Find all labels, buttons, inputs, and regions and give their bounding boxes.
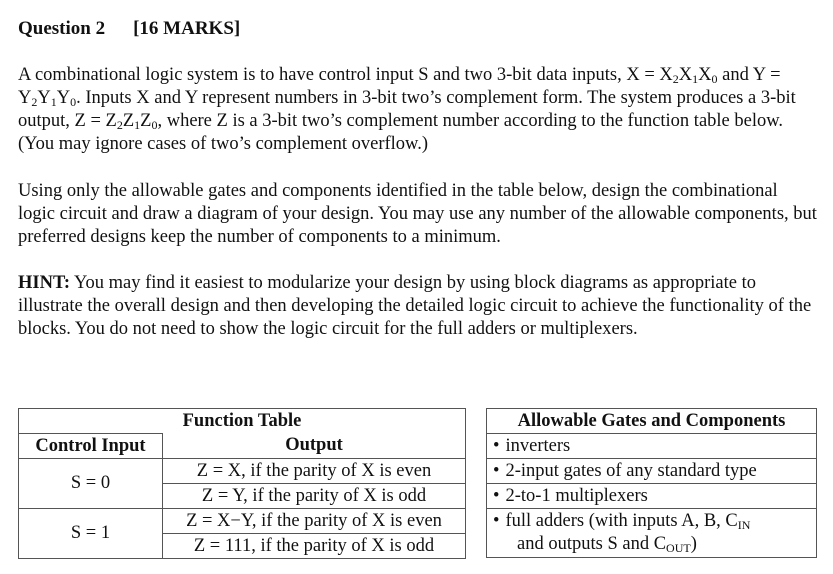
text-run: ) — [690, 534, 697, 554]
control-value-s0: S = 0 — [19, 459, 163, 509]
design-instructions-paragraph: Using only the allowable gates and components identified in the table below, design the combinational logic circuit and draw a diagram of your design. You may use any number of the allowable components, but preferred designs keep the number of components to a minimum. — [18, 181, 817, 247]
bullet-icon: • — [493, 485, 500, 506]
text-run: Z — [122, 111, 135, 131]
subscript: IN — [737, 518, 751, 532]
subscript: 1 — [134, 118, 141, 132]
text-run: A combinational logic system is to have control input S and two 3-bit data inputs, X = X — [18, 65, 673, 85]
function-table-title: Function Table — [19, 409, 466, 434]
text-run: X — [678, 65, 693, 85]
output-line: Z = X−Y, if the parity of X is even — [163, 509, 465, 534]
text-run: X — [698, 65, 712, 85]
component-item — [487, 484, 817, 509]
subscript: 1 — [692, 72, 699, 86]
bullet-icon: • — [493, 511, 500, 531]
subscript: 0 — [151, 118, 158, 132]
function-table — [18, 408, 466, 559]
component-label-continued — [493, 533, 810, 556]
component-label: 2-to-1 multiplexers — [505, 485, 648, 506]
output-cell-s1 — [163, 509, 466, 559]
text-run: and outputs S and C — [517, 534, 667, 554]
component-item — [487, 459, 817, 484]
component-label: inverters — [505, 435, 571, 456]
output-line: Z = 111, if the parity of X is odd — [193, 536, 435, 556]
text-run: , where Z is a 3-bit two’s complement number according to the function table below. (You may ignore cases of two’s complement overflow.) — [18, 111, 784, 154]
component-label: 2-input gates of any standard type — [505, 460, 757, 481]
control-input-header: Control Input — [19, 434, 163, 459]
output-line: Z = Y, if the parity of X is odd — [201, 486, 427, 506]
text-run: Y — [37, 88, 51, 108]
text-run: Y — [56, 88, 71, 108]
hint-paragraph — [18, 272, 818, 341]
text-run: . Inputs X and Y represent numbers in 3-bit two’s complement form. The system produces a 3-bit output, Z = Z — [18, 88, 796, 131]
subscript: 2 — [31, 95, 38, 109]
subscript: 2 — [672, 72, 679, 86]
allowable-components-table — [486, 408, 817, 558]
components-table-title: Allowable Gates and Components — [487, 409, 817, 434]
problem-statement-paragraph — [18, 64, 818, 156]
output-cell-s0 — [163, 459, 466, 509]
control-value-s1: S = 1 — [19, 509, 163, 559]
component-label: full adders (with inputs A, B, C — [505, 511, 738, 531]
subscript: OUT — [666, 541, 691, 555]
subscript: 0 — [711, 72, 718, 86]
question-marks: [16 MARKS] — [133, 18, 241, 39]
text-run: Z — [140, 111, 152, 131]
question-number: Question 2 — [18, 18, 106, 39]
question-heading — [18, 18, 240, 40]
text-run: and Y = Y — [18, 65, 781, 108]
bullet-icon: • — [493, 435, 500, 456]
hint-label: HINT: — [18, 273, 71, 293]
hint-text: You may find it easiest to modularize your design by using block diagrams as appropriate to illustrate the overall design and then developing the detailed logic circuit to achieve the functionality of the blocks. You do not need to show the logic circuit for the full adders or multiplexers. — [18, 273, 812, 339]
output-line: Z = X, if the parity of X is even — [163, 459, 465, 484]
subscript: 1 — [50, 95, 57, 109]
component-item — [487, 509, 817, 558]
output-header: Output — [163, 434, 466, 459]
subscript: 0 — [70, 95, 77, 109]
component-item — [487, 434, 817, 459]
bullet-icon: • — [493, 460, 500, 481]
subscript: 2 — [116, 118, 123, 132]
